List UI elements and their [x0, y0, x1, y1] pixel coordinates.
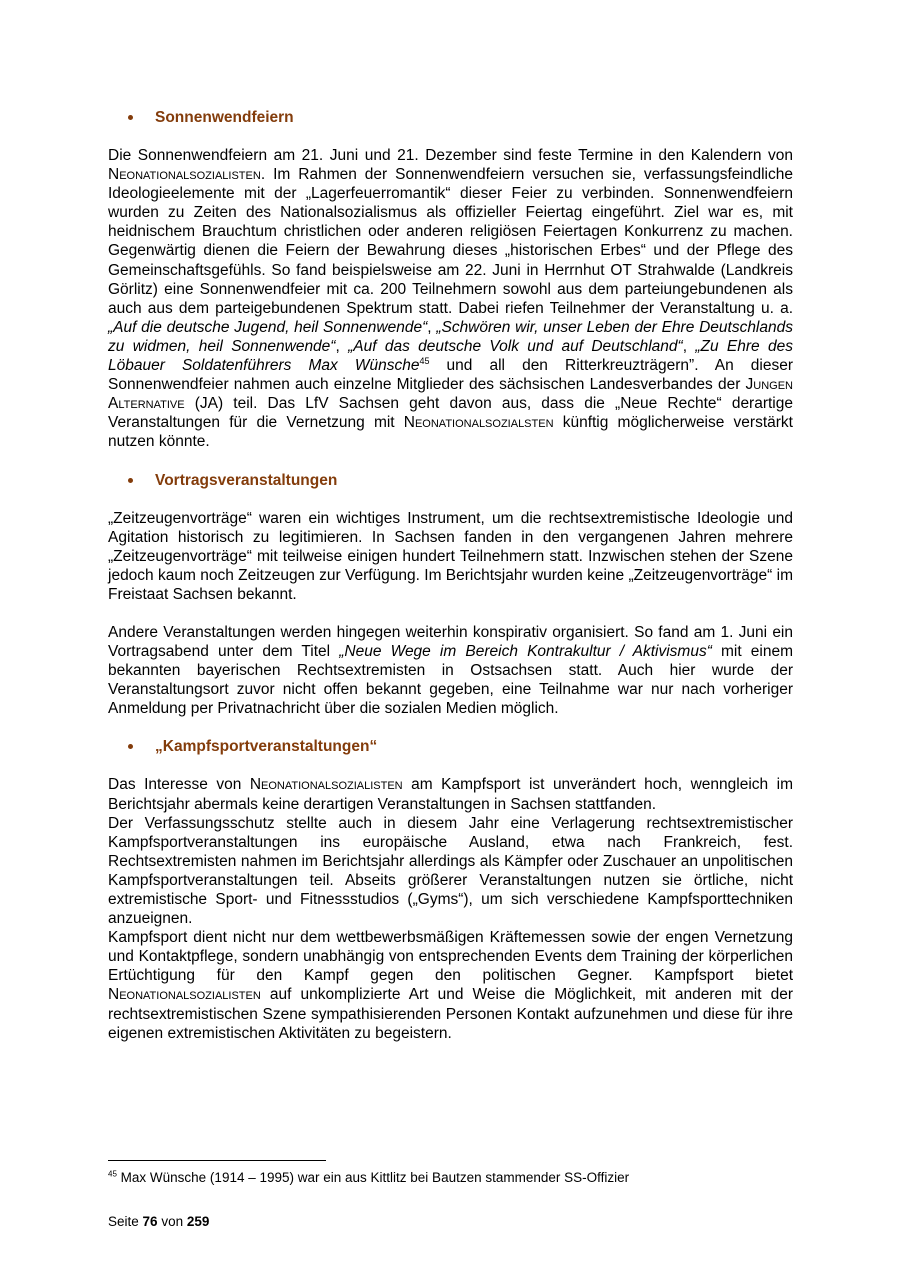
paragraph: Andere Veranstaltungen werden hingegen weiterhin konspirativ organisiert. So fand am 1. Juni ein Vortragsabend unter dem Titel „Neue Wege im Bereich Kontrakultur / Aktivismus“ mit einem bekannten bayerischen Rechtsextremisten in Ostsachsen statt. Auch hier wurde der Veranstaltungsort zuvor nicht offen bekannt gegeben, eine Teilnahme war nur nach vorheriger Anmeldung per Privatnachricht über die sozialen Medien möglich.: [108, 623, 794, 718]
paragraph: Das Interesse von Neonationalsozialisten am Kampfsport ist unverändert hoch, wenngleich im Berichtsjahr abermals keine derartigen Veranstaltungen in Sachsen stattfanden.: [108, 776, 793, 813]
document-body: [108, 100, 793, 1043]
heading-text: Vortragsveranstaltungen: [155, 471, 338, 489]
section-heading-sonnenwendfeiern: [128, 108, 793, 127]
footnote-separator: [108, 1160, 326, 1161]
paragraph: „Zeitzeugenvorträge“ waren ein wichtiges Instrument, um die rechtsextremistische Ideologie und Agitation historisch zu legitimieren. In Sachsen fanden in den vergangenen Jahren mehrere „Zeitzeugenvorträge“ mit teilweise einigen hundert Teilnehmern statt. Inzwischen stehen der Szene jedoch kaum noch Zeitzeugen zur Verfügung. Im Berichtsjahr wurden keine „Zeitzeugenvorträge“ im Freistaat Sachsen bekannt.: [108, 509, 793, 603]
bullet-icon: [128, 478, 133, 483]
paragraph: Kampfsport dient nicht nur dem wettbewerbsmäßigen Kräftemessen sowie der engen Vernetzung und Kontaktpflege, sondern unabhängig von entsprechenden Events dem Training der körperlichen Ertüchtigung für den Kampf gegen den politischen Gegner. Kampfsport bietet Neonationalsozialisten auf unkomplizierte Art und Weise die Möglichkeit, mit anderen mit der rechtsextremistischen Szene sympathisierenden Personen Kontakt aufzunehmen und diese für ihre eigenen extremistischen Aktivitäten zu begeistern.: [108, 929, 793, 1042]
paragraph: Der Verfassungsschutz stellte auch in diesem Jahr eine Verlagerung rechtsextremistischer Kampfsportveranstaltungen ins europäische Ausland, etwa nach Frankreich, fest. Rechtsextremisten nahmen im Berichtsjahr allerdings als Kämpfer oder Zuschauer an unpolitischen Kampfsportveranstaltungen teil. Abseits größerer Veranstaltungen nutzen sie örtliche, nicht extremistische Sport- und Fitnessstudios („Gyms“), um sich verschiedene Kampfsporttechniken anzueignen.: [108, 814, 793, 928]
paragraph: Die Sonnenwendfeiern am 21. Juni und 21. Dezember sind feste Termine in den Kalendern von Neonationalsozialisten. Im Rahmen der Sonnenwendfeiern versuchen sie, verfassungsfeindliche Ideologieelemente mit der „Lagerfeuerromantik“ dieser Feier zu verbinden. Sonnenwendfeiern wurden zu Zeiten des Nationalsozialismus als offizieller Feiertag eingeführt. Ziel war es, mit heidnischem Brauchtum christlichen oder anderen religiösen Feiertagen Konkurrenz zu machen. Gegenwärtig dienen die Feiern der Bewahrung dieses „historischen Erbes“ und der Pflege des Gemeinschaftsgefühls. So fand beispielsweise am 22. Juni in Herrnhut OT Strahwalde (Landkreis Görlitz) eine Sonnenwendfeier mit ca. 200 Teilnehmern sowohl aus dem parteiungebundenen als auch aus dem parteigebundenen Spektrum statt. Dabei riefen Teilnehmer der Veranstaltung u. a. „Auf die deutsche Jugend, heil Sonnenwende“, „Schwören wir, unser Leben der Ehre Deutschlands zu widmen, heil Sonnenwende“, „Auf das deutsche Volk und auf Deutschland“, „Zu Ehre des Löbauer Soldatenführers Max Wünsche$^{45}$ und all den Ritterkreuzträgern”. An dieser Sonnenwendfeier nahmen auch einzelne Mitglieder des sächsischen Landesverbandes der Jungen Alternative (JA) teil. Das LfV Sachsen geht davon aus, dass die „Neue Rechte“ derartige Veranstaltungen für die Vernetzung mit Neonationalsozialsten künftig möglicherweise verstärkt nutzen könnte.: [108, 147, 793, 451]
bullet-icon: [128, 744, 133, 749]
bullet-icon: [128, 115, 133, 120]
heading-text: „Kampfsportveranstaltungen“: [155, 738, 378, 756]
heading-text: Sonnenwendfeiern: [155, 109, 294, 126]
section-heading-vortragsveranstaltungen: [128, 471, 793, 490]
footnote-text: Max Wünsche (1914 – 1995) war ein aus Kittlitz bei Bautzen stammender SS-Offizier: [116, 1170, 630, 1185]
footnote-ref: 45: [419, 355, 430, 366]
footnote-number: 45: [108, 1169, 117, 1179]
section-heading-kampfsportveranstaltungen: [128, 737, 793, 756]
footnote: [108, 1169, 629, 1186]
page-number: Seite 76 von 259: [108, 1214, 210, 1229]
